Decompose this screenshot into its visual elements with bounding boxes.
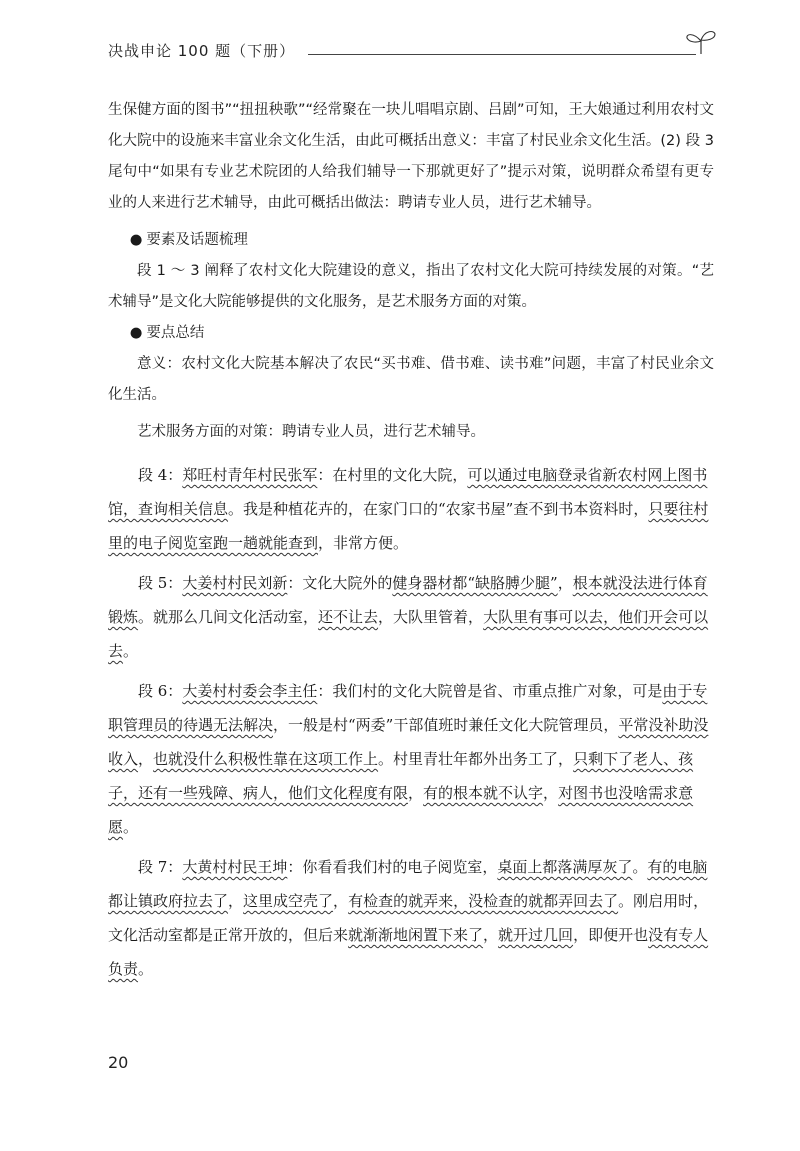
section-heading: ● 要素及话题梳理: [129, 232, 248, 248]
summary-paragraph: 艺术服务方面的对策：聘请专业人员，进行艺术辅导。: [137, 424, 485, 440]
quote-text: ，一般是村“两委”干部值班时兼任文化大院管理员，: [273, 716, 619, 734]
quote-text: ，: [557, 574, 573, 592]
underlined-phrase: 也就没什么积极性靠在这项工作上: [153, 750, 379, 768]
underlined-phrase: 还不让去: [318, 608, 379, 626]
bullet-dot-icon: ●: [129, 232, 143, 248]
underlined-phrase: 就渐渐地闲置下来了: [348, 926, 484, 944]
underlined-phrase: 大黄村村民王坤: [182, 858, 288, 876]
quote-paragraph-6: [108, 674, 714, 844]
quote-text: 。: [138, 960, 154, 978]
quote-text: 。: [632, 858, 648, 876]
quote-text: ，: [228, 892, 244, 910]
quote-text: ，: [543, 784, 559, 802]
quote-text: ，: [138, 750, 154, 768]
underlined-phrase: 大姜村村民刘新: [182, 574, 288, 592]
quote-label: 段 6：: [138, 682, 183, 700]
underlined-phrase: 有的根本就不认字: [423, 784, 544, 802]
underlined-phrase: 郑旺村青年村民张军: [182, 466, 318, 484]
underlined-phrase: 只要往村里的电子阅览室跑一趟就能查到: [108, 500, 709, 552]
quote-text: ，大队里管着，: [378, 608, 484, 626]
quote-text: ，即便开也: [573, 926, 649, 944]
underlined-phrase: 有的电脑都让镇政府拉去了: [108, 858, 708, 910]
underlined-phrase: 没有专人负责: [108, 926, 709, 978]
quote-text: 。刚启用时，文化活动室都是正常开放的，但后来: [108, 892, 709, 944]
running-header: [108, 40, 720, 70]
quote-text: ，: [408, 784, 424, 802]
quote-text: 。: [123, 818, 139, 836]
section-heading: ● 要点总结: [129, 325, 205, 341]
quote-paragraph-5: [108, 566, 714, 668]
underlined-phrase: 由于专职管理员的待遇无法解决: [108, 682, 708, 734]
quote-label: 段 5：: [138, 574, 183, 592]
underlined-phrase: 就开过几回: [498, 926, 574, 944]
underlined-phrase: 只剩下了老人、孩子，还有一些残障、病人，他们文化程度有限: [108, 750, 694, 802]
underlined-phrase: 平常没补助没收入: [108, 716, 709, 768]
quote-label: 段 7：: [138, 858, 183, 876]
quote-paragraph-4: [108, 458, 714, 560]
underlined-phrase: 桌面上都落满厚灰了: [497, 858, 633, 876]
quote-label: 段 4：: [138, 466, 183, 484]
page-number: 20: [108, 1053, 129, 1072]
quote-text: ：我们村的文化大院曾是省、市重点推广对象，可是: [317, 682, 663, 700]
page-content: [108, 95, 714, 986]
underlined-phrase: 这里成空壳了: [243, 892, 334, 910]
quote-text: 。村里青壮年都外出务工了，: [378, 750, 574, 768]
sprout-icon: [683, 28, 719, 56]
bullet-dot-icon: ●: [129, 325, 143, 341]
quote-text: 。我是种植花卉的，在家门口的“农家书屋”查不到书本资料时，: [228, 500, 649, 518]
underlined-phrase: 可以通过电脑登录省新农村网上图书馆，查询相关信息: [108, 466, 708, 518]
underlined-phrase: 大姜村村委会李主任: [182, 682, 318, 700]
summary-paragraph: 意义：农村文化大院基本解决了农民“买书难、借书难、读书难”问题，丰富了村民业余文化生活。: [108, 356, 714, 403]
underlined-phrase: 健身器材都“缺胳膊少腿”: [392, 574, 558, 592]
quote-text: ：在村里的文化大院，: [317, 466, 468, 484]
underlined-phrase: 大队里有事可以去，他们开会可以去: [108, 608, 709, 660]
quote-text: ，非常方便。: [318, 534, 409, 552]
quote-text: ，: [483, 926, 499, 944]
underlined-phrase: 有检查的就弄来，没检查的就都弄回去了: [348, 892, 619, 910]
quote-text: 。就那么几间文化活动室，: [138, 608, 319, 626]
quote-text: ：文化大院外的: [287, 574, 393, 592]
topic-paragraph: 段 1 ～ 3 阐释了农村文化大院建设的意义，指出了农村文化大院可持续发展的对策。“艺术辅导”是文化大院能够提供的文化服务，是艺术服务方面的对策。: [108, 263, 714, 310]
underlined-phrase: 根本就没法进行体育锻炼: [108, 574, 708, 626]
book-title: 决战申论 100 题（下册）: [108, 42, 296, 60]
header-rule: [308, 54, 696, 55]
quote-text: 。: [123, 642, 139, 660]
quote-text: ，: [333, 892, 349, 910]
underlined-phrase: 对图书也没啥需求意愿: [108, 784, 694, 836]
analysis-paragraph: 生保健方面的图书”“扭扭秧歌”“经常聚在一块儿唱唱京剧、吕剧”可知，王大娘通过利用农村文化大院中的设施来丰富业余文化生活，由此可概括出意义：丰富了村民业余文化生活。(2) 段 3 尾句中“如果有专业艺术院团的人给我们辅导一下那就更好了”提示对策，说明群众希望有更专业的人来进行艺术辅导，由此可概括出做法：聘请专业人员，进行艺术辅导。: [108, 102, 714, 211]
quote-text: ：你看看我们村的电子阅览室，: [287, 858, 498, 876]
quote-paragraph-7: [108, 850, 714, 986]
